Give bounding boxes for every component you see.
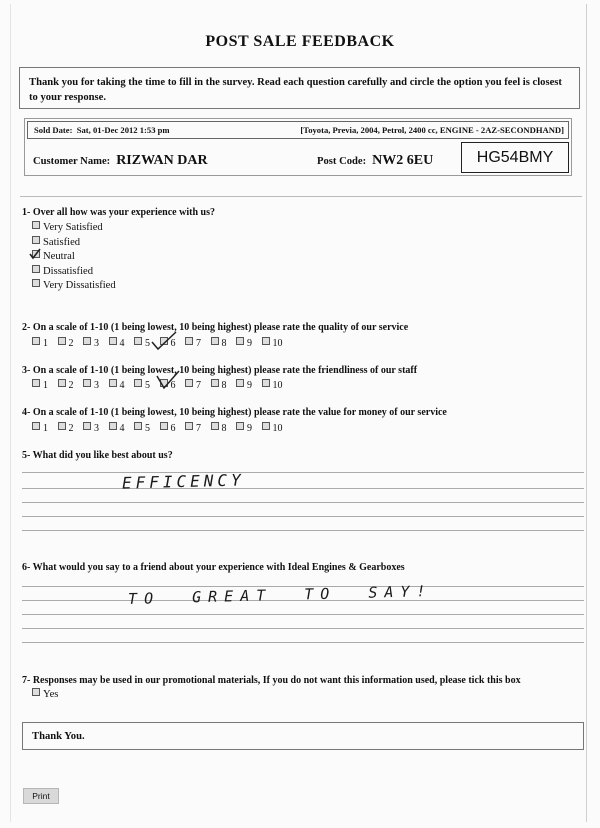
vehicle-details: [Toyota, Previa, 2004, Petrol, 2400 cc, ENGINE - 2AZ-SECONDHAND] — [300, 125, 564, 135]
print-button[interactable]: Print — [23, 788, 59, 804]
question-7: 7- Responses may be used in our promotional materials, If you do not want this information used, please tick this box — [22, 675, 521, 686]
q4-option-3[interactable]: 3 — [83, 422, 99, 434]
q4-option-8[interactable]: 8 — [211, 422, 227, 434]
q3-option-3[interactable]: 3 — [83, 379, 99, 391]
checkbox-icon[interactable] — [32, 279, 40, 287]
checkbox-icon[interactable] — [185, 379, 193, 387]
q2-option-6[interactable]: 6 — [160, 337, 176, 349]
sale-info-box — [24, 118, 572, 176]
q3-scale — [32, 379, 290, 391]
checkbox-icon[interactable] — [134, 379, 142, 387]
q1-options — [32, 221, 116, 294]
checkbox-icon[interactable] — [134, 337, 142, 345]
q3-option-2[interactable]: 2 — [58, 379, 74, 391]
checkbox-icon[interactable] — [32, 422, 40, 430]
checkbox-icon[interactable] — [262, 379, 270, 387]
checkbox-icon[interactable] — [32, 236, 40, 244]
q2-option-1[interactable]: 1 — [32, 337, 48, 349]
q3-option-8[interactable]: 8 — [211, 379, 227, 391]
checkbox-icon[interactable] — [185, 337, 193, 345]
customer-name-label: Customer Name: — [33, 156, 111, 167]
checkbox-icon[interactable] — [32, 379, 40, 387]
q7-option-yes[interactable]: Yes — [32, 688, 58, 703]
q3-option-9[interactable]: 9 — [236, 379, 252, 391]
q5-handwritten-answer: EFFICENCY — [121, 470, 245, 493]
checkbox-icon[interactable] — [160, 422, 168, 430]
checkbox-icon[interactable] — [211, 379, 219, 387]
checkbox-icon[interactable] — [32, 265, 40, 273]
checkbox-icon[interactable] — [109, 379, 117, 387]
question-3: 3- On a scale of 1-10 (1 being lowest, 10 being highest) please rate the friendliness of our staff — [22, 365, 418, 376]
q3-option-6[interactable]: 6 — [160, 379, 176, 391]
sold-date-row — [27, 121, 569, 139]
checkbox-icon[interactable] — [58, 337, 66, 345]
answer-line — [22, 488, 584, 489]
q4-scale — [32, 422, 290, 434]
q2-option-9[interactable]: 9 — [236, 337, 252, 349]
customer-name — [33, 153, 208, 169]
q4-option-6[interactable]: 6 — [160, 422, 176, 434]
sold-date-value: Sat, 01-Dec 2012 1:53 pm — [76, 125, 170, 135]
checkbox-icon[interactable] — [83, 422, 91, 430]
q4-option-10[interactable]: 10 — [262, 422, 283, 434]
checkbox-icon[interactable] — [109, 422, 117, 430]
q4-option-4[interactable]: 4 — [109, 422, 125, 434]
registration-plate: HG54BMY — [461, 142, 569, 173]
q3-option-4[interactable]: 4 — [109, 379, 125, 391]
checkbox-icon[interactable] — [134, 422, 142, 430]
checkbox-icon[interactable] — [58, 422, 66, 430]
question-6: 6- What would you say to a friend about your experience with Ideal Engines & Gearboxes — [22, 562, 405, 573]
q2-option-7[interactable]: 7 — [185, 337, 201, 349]
checkbox-icon[interactable] — [262, 337, 270, 345]
section-divider — [20, 196, 582, 197]
q4-option-5[interactable]: 5 — [134, 422, 150, 434]
q3-option-10[interactable]: 10 — [262, 379, 283, 391]
q2-option-2[interactable]: 2 — [58, 337, 74, 349]
question-1: 1- Over all how was your experience with us? — [22, 207, 215, 218]
answer-line — [22, 472, 584, 473]
checkbox-icon[interactable] — [160, 337, 168, 345]
checkbox-icon[interactable] — [185, 422, 193, 430]
checkbox-icon[interactable] — [236, 337, 244, 345]
answer-line — [22, 516, 584, 517]
thank-you-box: Thank You. — [22, 722, 584, 750]
post-code — [317, 153, 433, 169]
q2-option-3[interactable]: 3 — [83, 337, 99, 349]
q1-option-very-dissatisfied[interactable]: Very Dissatisfied — [32, 279, 116, 294]
q4-option-9[interactable]: 9 — [236, 422, 252, 434]
q3-option-1[interactable]: 1 — [32, 379, 48, 391]
question-2: 2- On a scale of 1-10 (1 being lowest, 10 being highest) please rate the quality of our service — [22, 322, 409, 333]
checkbox-icon[interactable] — [109, 337, 117, 345]
q1-option-dissatisfied[interactable]: Dissatisfied — [32, 265, 116, 280]
q1-option-very-satisfied[interactable]: Very Satisfied — [32, 221, 116, 236]
q2-option-4[interactable]: 4 — [109, 337, 125, 349]
sold-date-label: Sold Date: — [34, 125, 73, 135]
post-code-value: NW2 6EU — [372, 153, 434, 168]
question-5: 5- What did you like best about us? — [22, 450, 173, 461]
checkbox-icon[interactable] — [32, 337, 40, 345]
checkbox-icon[interactable] — [211, 337, 219, 345]
checkbox-icon[interactable] — [58, 379, 66, 387]
q2-scale — [32, 337, 290, 349]
answer-line — [22, 502, 584, 503]
answer-line — [22, 642, 584, 643]
checkbox-icon[interactable] — [236, 379, 244, 387]
checkbox-icon[interactable] — [262, 422, 270, 430]
q1-option-satisfied[interactable]: Satisfied — [32, 236, 116, 251]
q2-option-8[interactable]: 8 — [211, 337, 227, 349]
checkbox-icon[interactable] — [83, 337, 91, 345]
q4-option-2[interactable]: 2 — [58, 422, 74, 434]
q3-option-7[interactable]: 7 — [185, 379, 201, 391]
checkbox-icon[interactable] — [236, 422, 244, 430]
checkbox-icon[interactable] — [160, 379, 168, 387]
q1-option-neutral[interactable]: Neutral — [32, 250, 116, 265]
answer-line — [22, 530, 584, 531]
checkbox-icon[interactable] — [83, 379, 91, 387]
q4-option-7[interactable]: 7 — [185, 422, 201, 434]
intro-box: Thank you for taking the time to fill in the survey. Read each question carefully and circle the option you feel is closest to your response. — [19, 67, 580, 109]
q7-options — [32, 688, 58, 703]
q2-option-10[interactable]: 10 — [262, 337, 283, 349]
form-title: POST SALE FEEDBACK — [205, 33, 395, 50]
checkbox-icon[interactable] — [32, 688, 40, 696]
q3-option-5[interactable]: 5 — [134, 379, 150, 391]
q6-handwritten-answer: TO GREAT TO SAY! — [127, 582, 433, 608]
checkbox-icon[interactable] — [32, 221, 40, 229]
post-code-label: Post Code: — [317, 156, 367, 167]
q4-option-1[interactable]: 1 — [32, 422, 48, 434]
q2-option-5[interactable]: 5 — [134, 337, 150, 349]
sold-date — [34, 122, 170, 138]
question-4: 4- On a scale of 1-10 (1 being lowest, 10 being highest) please rate the value for money of our service — [22, 407, 447, 418]
customer-name-value: RIZWAN DAR — [116, 153, 208, 168]
checkbox-icon[interactable] — [32, 250, 40, 258]
checkbox-icon[interactable] — [211, 422, 219, 430]
answer-line — [22, 628, 584, 629]
answer-line — [22, 614, 584, 615]
